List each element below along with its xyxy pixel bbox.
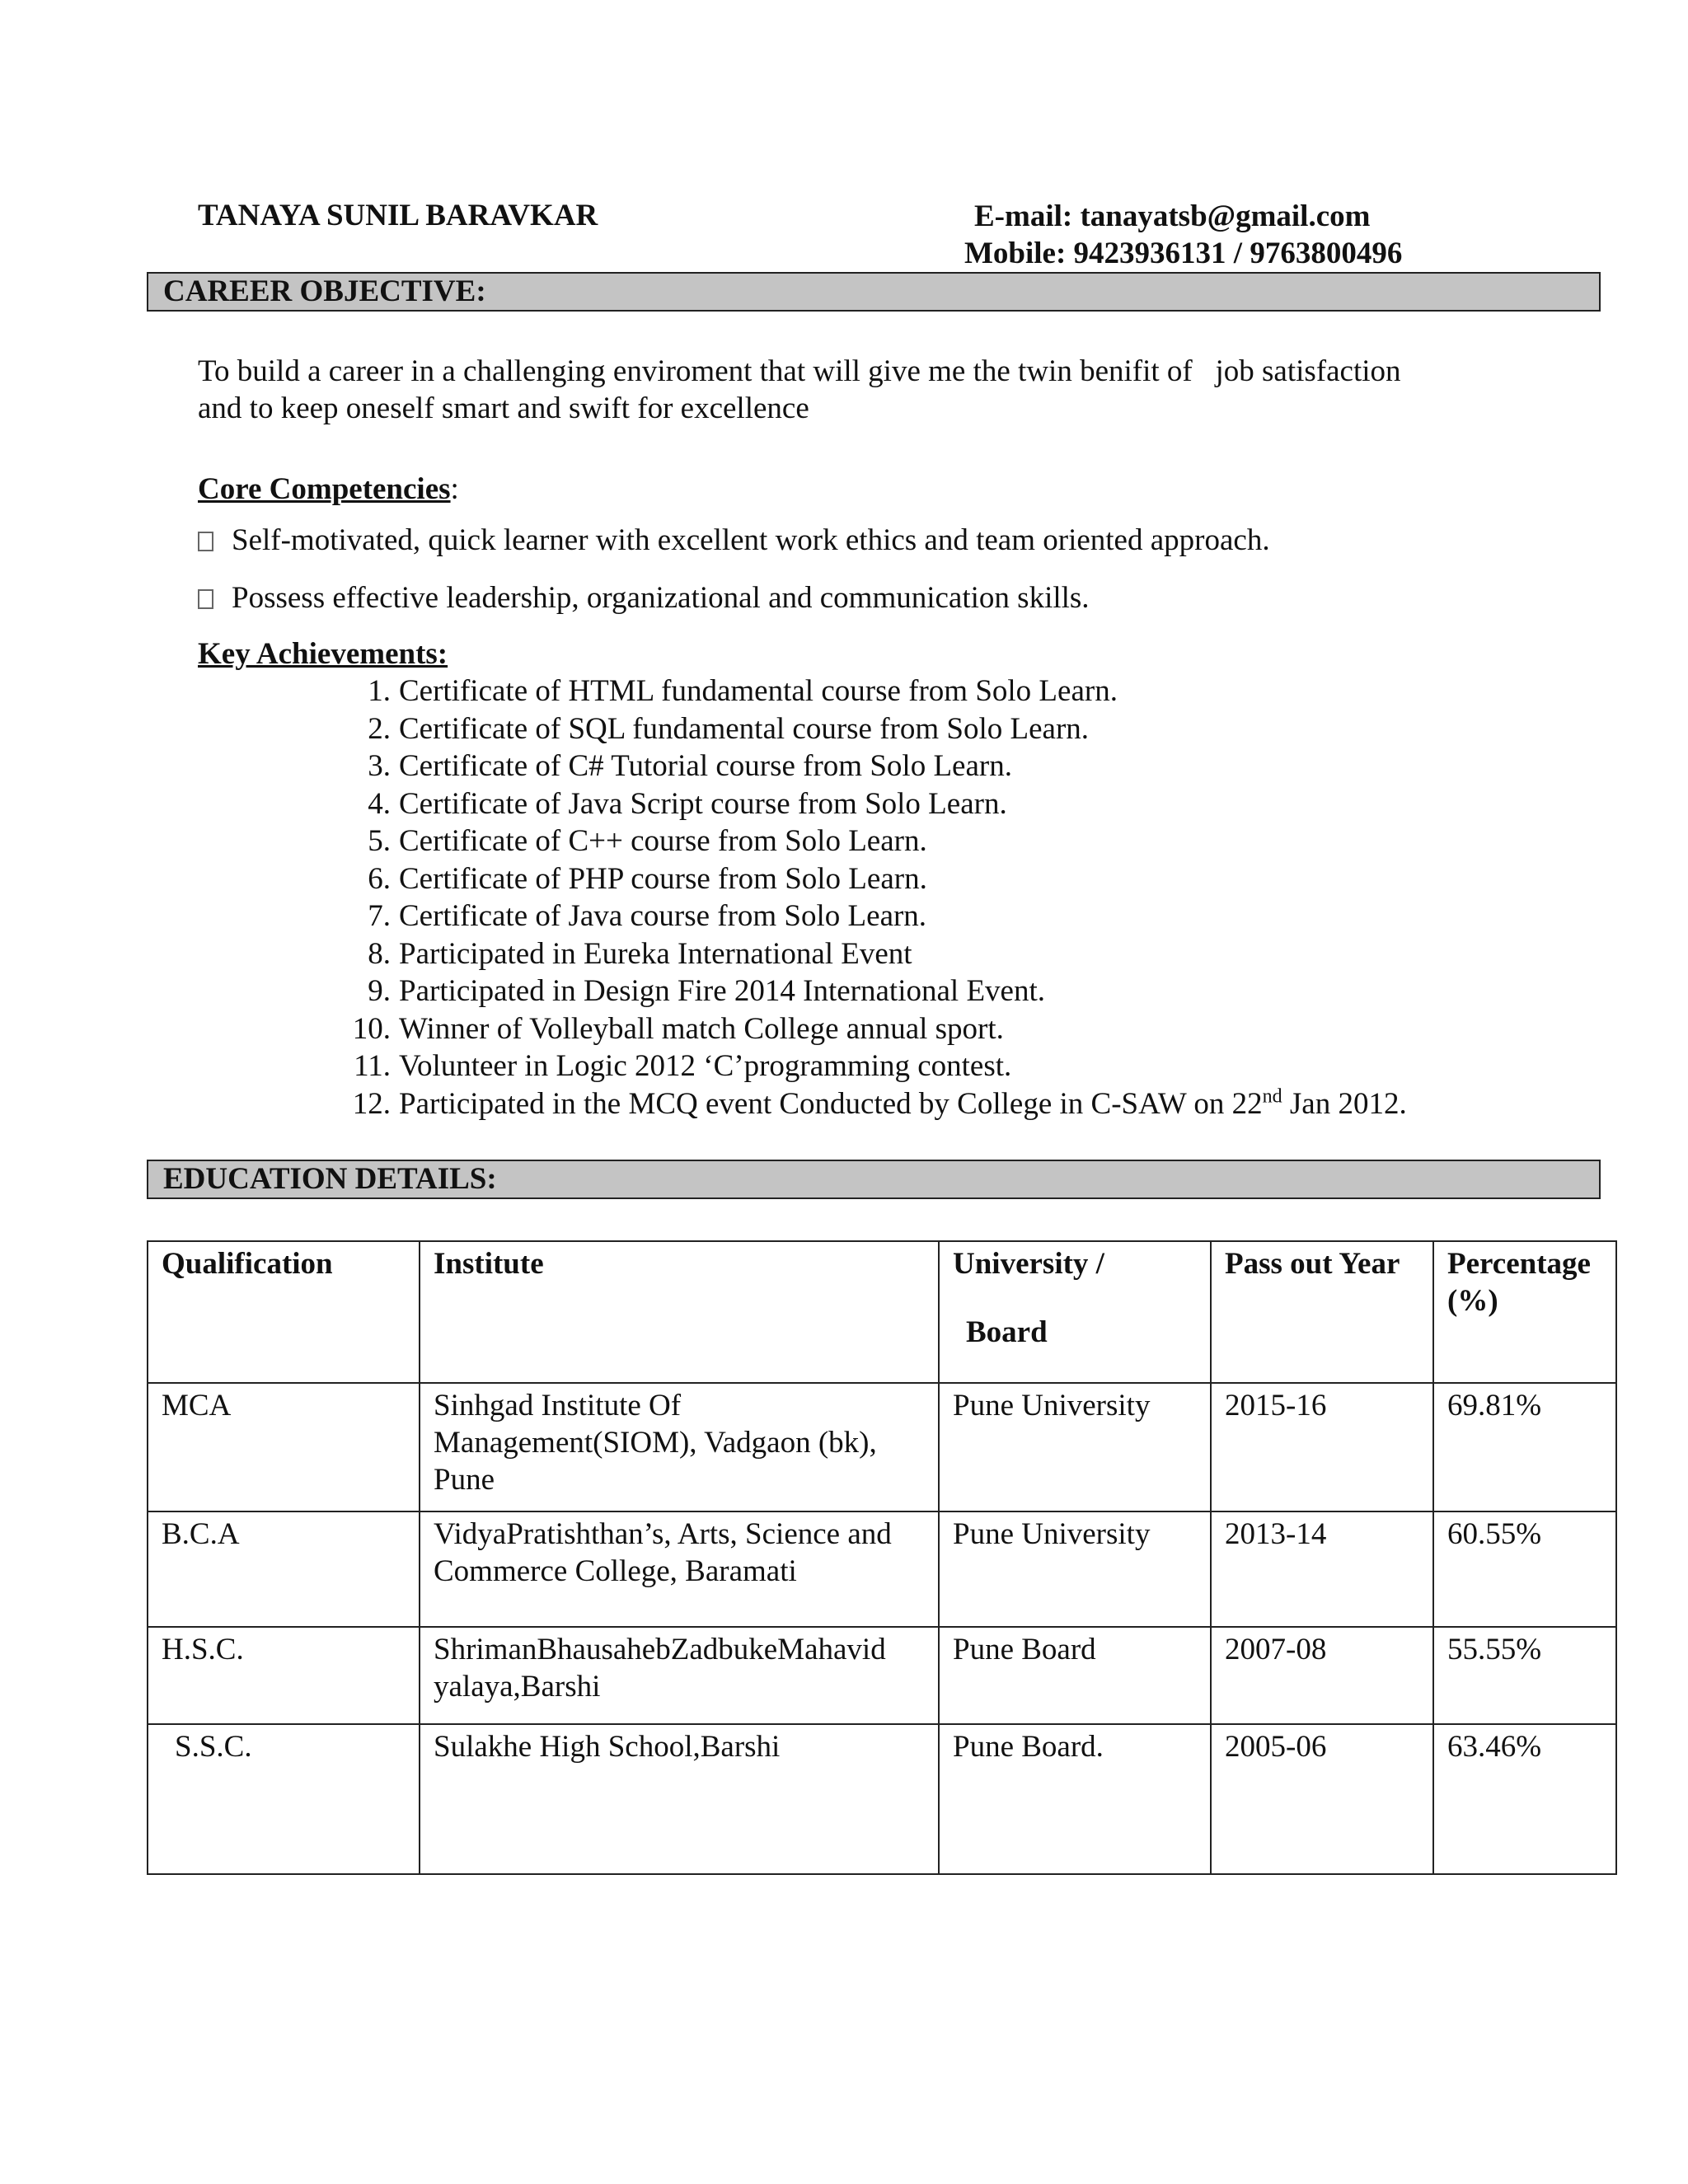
competency-item bbox=[198, 580, 1090, 616]
col-institute: Institute bbox=[420, 1241, 939, 1383]
list-item: 9. Participated in Design Fire 2014 International Event. bbox=[368, 974, 1045, 1008]
competency-item bbox=[198, 523, 1270, 558]
list-item: 8. Participated in Eureka International Event bbox=[368, 936, 912, 971]
contact-block bbox=[964, 198, 1402, 272]
competency-text: Self-motivated, quick learner with excellent work ethics and team oriented approach. bbox=[232, 523, 1270, 557]
candidate-name: TANAYA SUNIL BARAVKAR bbox=[198, 199, 598, 232]
core-competencies-title: Core Competencies bbox=[198, 472, 451, 506]
list-item: 7. Certificate of Java course from Solo Learn. bbox=[368, 899, 927, 933]
education-table bbox=[147, 1240, 1617, 1875]
list-item: 4. Certificate of Java Script course from Solo Learn. bbox=[368, 786, 1007, 821]
table-row: H.S.C. ShrimanBhausahebZadbukeMahavid yalaya,Barshi Pune Board 2007-08 55.55% bbox=[148, 1627, 1616, 1724]
table-row: B.C.A VidyaPratishthan’s, Arts, Science and Commerce College, Baramati Pune University 2013-14 60.55% bbox=[148, 1511, 1616, 1627]
list-item: 11. Volunteer in Logic 2012 ‘C’programming contest. bbox=[354, 1049, 1012, 1083]
career-objective-heading: CAREER OBJECTIVE: bbox=[147, 272, 1601, 312]
core-competencies-heading: Core Competencies: bbox=[198, 472, 459, 506]
list-item: 1. Certificate of HTML fundamental course from Solo Learn. bbox=[368, 674, 1118, 708]
key-achievements-title: Key Achievements: bbox=[198, 637, 448, 671]
table-row: S.S.C. Sulakhe High School,Barshi Pune Board. 2005-06 63.46% bbox=[148, 1724, 1616, 1874]
education-details-heading: EDUCATION DETAILS: bbox=[147, 1160, 1601, 1199]
list-item: 3. Certificate of C# Tutorial course from Solo Learn. bbox=[368, 749, 1012, 783]
col-qualification: Qualification bbox=[148, 1241, 420, 1383]
table-row: MCA Sinhgad Institute Of Management(SIOM), Vadgaon (bk), Pune Pune University 2015-16 69.81% bbox=[148, 1383, 1616, 1511]
list-item: 10. Winner of Volleyball match College annual sport. bbox=[352, 1011, 1004, 1046]
list-item: 12. Participated in the MCQ event Conducted by College in C-SAW on 22nd Jan 2012. bbox=[352, 1085, 1407, 1121]
list-item: 6. Certificate of PHP course from Solo Learn. bbox=[368, 861, 927, 896]
col-percentage: Percentage (%) bbox=[1433, 1241, 1616, 1383]
mobile-line: Mobile: 9423936131 / 9763800496 bbox=[964, 237, 1403, 270]
bullet-box-icon bbox=[198, 589, 213, 609]
bullet-box-icon bbox=[198, 532, 213, 551]
career-objective-text: To build a career in a challenging enviroment that will give me the twin benifit of job satisfaction and to keep oneself smart and swift for excellence bbox=[198, 354, 1401, 425]
col-pass-out-year: Pass out Year bbox=[1211, 1241, 1433, 1383]
list-item: 2. Certificate of SQL fundamental course from Solo Learn. bbox=[368, 711, 1090, 746]
email-line: E-mail: tanayatsb@gmail.com bbox=[974, 199, 1371, 233]
list-item: 5. Certificate of C++ course from Solo Learn. bbox=[368, 824, 927, 858]
table-header-row bbox=[148, 1241, 1616, 1383]
achievements-list bbox=[338, 673, 1407, 1122]
col-university: University / Board bbox=[939, 1241, 1211, 1383]
competency-text: Possess effective leadership, organizational and communication skills. bbox=[232, 581, 1090, 615]
key-achievements-heading bbox=[198, 636, 448, 672]
